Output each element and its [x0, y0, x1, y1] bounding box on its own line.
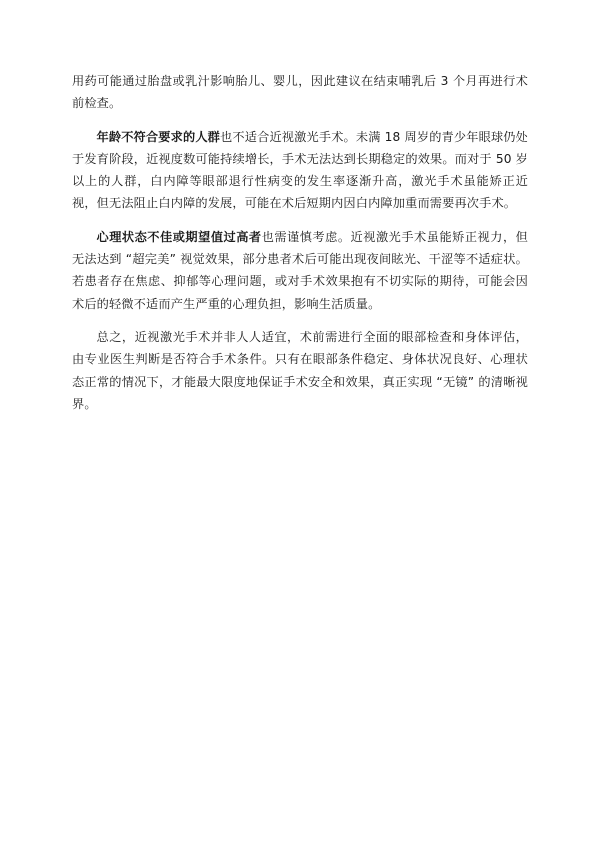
paragraph-age-requirement	[72, 126, 528, 215]
paragraph-text: 总之，近视激光手术并非人人适宜，术前需进行全面的眼部检查和身体评估，由专业医生判断是否符合手术条件。只有在眼部条件稳定、身体状况良好、心理状态正常的情况下，才能最大限度地保证手术安全和效果，真正实现 “无镜” 的清晰视界。	[72, 329, 528, 411]
paragraph-lead-bold: 心理状态不佳或期望值过高者	[96, 229, 262, 244]
paragraph-psychological-state	[72, 226, 528, 315]
paragraph-text: 用药可能通过胎盘或乳汁影响胎儿、婴儿，因此建议在结束哺乳后 3 个月再进行术前检查。	[72, 74, 528, 111]
paragraph-text: 也不适合近视激光手术。未满 18 周岁的青少年眼球仍处于发育阶段，近视度数可能持续增长，手术无法达到长期稳定的效果。而对于 50 岁以上的人群，白内障等眼部退行性病变的发生率逐渐升高，激光手术虽能矫正近视，但无法阻止白内障的发展，可能在术后短期内因白内障加重而需要再次手术。	[72, 129, 529, 211]
paragraph-pregnancy-continuation	[72, 70, 528, 115]
paragraph-lead-bold: 年龄不符合要求的人群	[96, 129, 221, 144]
document-body	[72, 70, 528, 426]
paragraph-conclusion	[72, 326, 528, 415]
paragraph-text: 也需谨慎考虑。近视激光手术虽能矫正视力，但无法达到 “超完美” 视觉效果，部分患者术后可能出现夜间眩光、干涩等不适症状。若患者存在焦虑、抑郁等心理问题，或对手术效果抱有不切实际的期待，可能会因术后的轻微不适而产生严重的心理负担，影响生活质量。	[72, 229, 528, 311]
